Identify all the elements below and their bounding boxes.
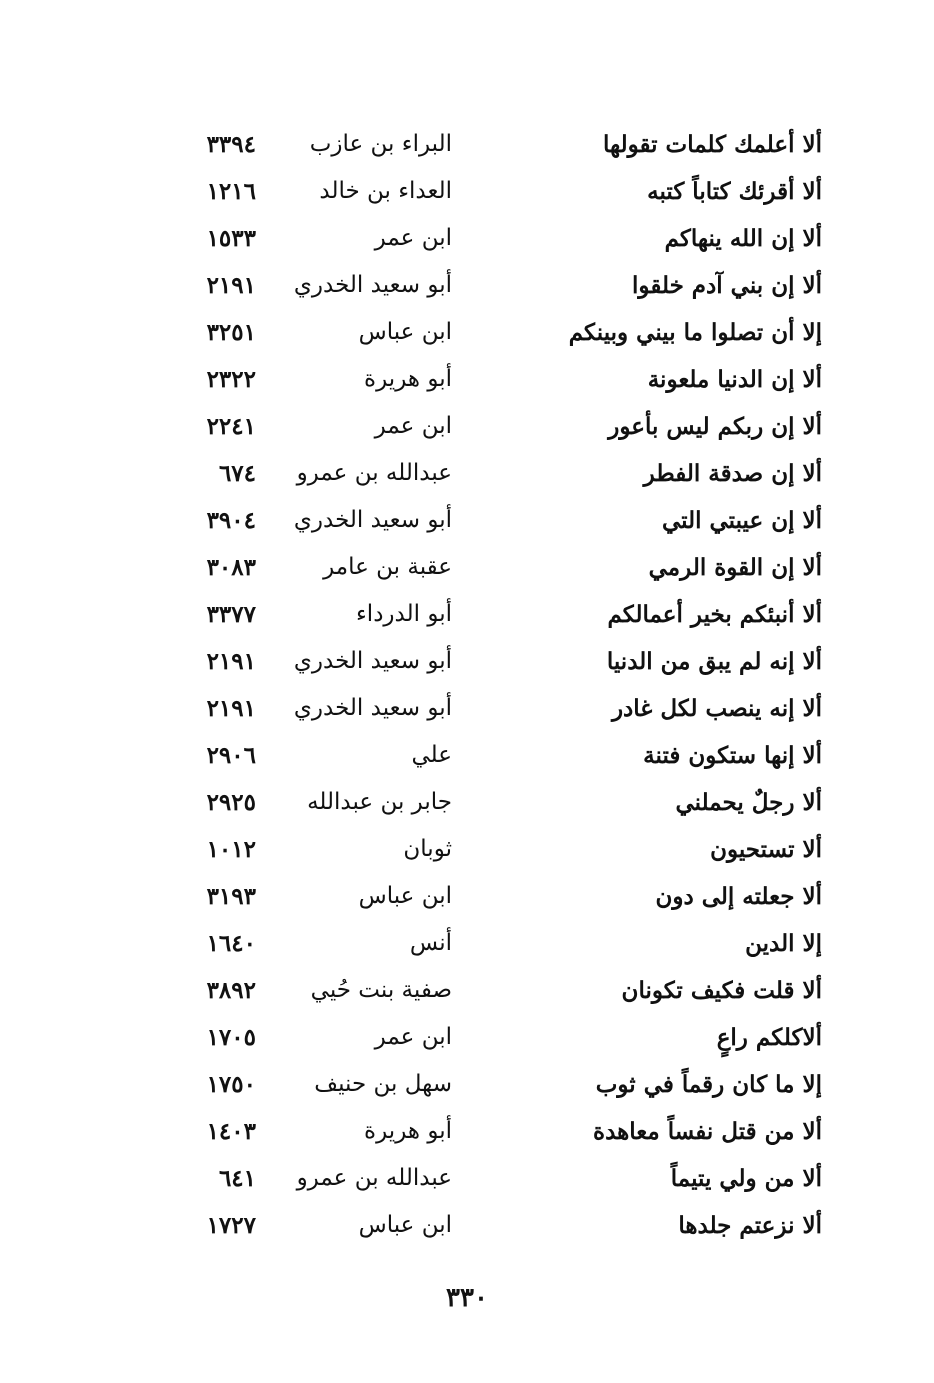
narrator-name: العداء بن خالد <box>319 178 452 204</box>
hadith-number: ١٠١٢ <box>206 836 256 863</box>
hadith-number: ١٤٠٣ <box>206 1118 256 1145</box>
index-row <box>190 356 830 403</box>
narrator-name: جابر بن عبدالله <box>307 789 452 815</box>
hadith-text: ألا رجلٌ يحملني <box>675 789 822 816</box>
narrator-name: عقبة بن عامر <box>323 554 452 580</box>
index-row <box>190 967 830 1014</box>
hadith-text: ألا إن عيبتي التي <box>661 507 822 534</box>
hadith-text: ألا إن ربكم ليس بأعور <box>608 413 822 440</box>
hadith-number: ٢٩٠٦ <box>206 742 256 769</box>
narrator-name: ابن عمر <box>374 413 452 439</box>
narrator-name: سهل بن حنيف <box>314 1071 452 1097</box>
narrator-name: أبو سعيد الخدري <box>293 648 452 674</box>
hadith-text: إلا الدين <box>745 930 822 957</box>
hadith-number: ٣١٩٣ <box>206 883 256 910</box>
hadith-text: ألا إن الله ينهاكم <box>664 225 822 252</box>
hadith-text: ألا جعلته إلى دون <box>655 883 822 910</box>
index-row <box>190 121 830 168</box>
hadith-number: ١٦٤٠ <box>206 930 256 957</box>
hadith-text: ألا أعلمك كلمات تقولها <box>603 131 822 158</box>
index-row <box>190 497 830 544</box>
hadith-number: ١٧٠٥ <box>206 1024 256 1051</box>
narrator-name: عبدالله بن عمرو <box>296 460 452 486</box>
hadith-text: ألا من قتل نفساً معاهدة <box>593 1118 822 1145</box>
hadith-number: ٣٣٧٧ <box>206 601 256 628</box>
index-row <box>190 1202 830 1249</box>
index-row <box>190 873 830 920</box>
index-row <box>190 591 830 638</box>
hadith-text: ألا إن بني آدم خلقوا <box>632 272 822 299</box>
narrator-name: ابن عباس <box>358 319 452 345</box>
narrator-name: أبو سعيد الخدري <box>293 507 452 533</box>
hadith-text: ألا تستحيون <box>710 836 822 863</box>
index-row <box>190 1108 830 1155</box>
hadith-number: ٢٩٢٥ <box>206 789 256 816</box>
narrator-name: أبو الدرداء <box>355 601 452 627</box>
index-row <box>190 168 830 215</box>
hadith-number: ٢١٩١ <box>206 648 256 675</box>
hadith-number: ٦٧٤ <box>218 460 256 487</box>
index-row <box>190 544 830 591</box>
index-row <box>190 638 830 685</box>
index-row <box>190 403 830 450</box>
narrator-name: أبو سعيد الخدري <box>293 695 452 721</box>
index-row <box>190 450 830 497</box>
hadith-text: ألا إن صدقة الفطر <box>643 460 822 487</box>
hadith-text: ألا إن الدنيا ملعونة <box>647 366 822 393</box>
hadith-text: إلا أن تصلوا ما بيني وبينكم <box>568 319 822 346</box>
index-row <box>190 920 830 967</box>
hadith-number: ٣٩٠٤ <box>206 507 256 534</box>
narrator-name: ثوبان <box>403 836 452 862</box>
narrator-name: ابن عباس <box>358 883 452 909</box>
narrator-name: عبدالله بن عمرو <box>296 1165 452 1191</box>
hadith-text: ألا إنها ستكون فتنة <box>643 742 822 769</box>
narrator-name: ابن عباس <box>358 1212 452 1238</box>
index-row <box>190 685 830 732</box>
narrator-name: ابن عمر <box>374 225 452 251</box>
hadith-number: ٢٢٤١ <box>206 413 256 440</box>
index-row <box>190 1155 830 1202</box>
hadith-number: ٦٤١ <box>218 1165 256 1192</box>
narrator-name: أبو هريرة <box>364 1118 452 1144</box>
hadith-text: ألا إنه لم يبق من الدنيا <box>606 648 822 675</box>
hadith-number: ١٧٥٠ <box>206 1071 256 1098</box>
narrator-name: أبو سعيد الخدري <box>293 272 452 298</box>
hadith-number: ٢٣٢٢ <box>206 366 256 393</box>
hadith-text: إلا ما كان رقماً في ثوب <box>595 1071 822 1098</box>
narrator-name: أنس <box>409 930 452 956</box>
index-row <box>190 732 830 779</box>
index-row <box>190 826 830 873</box>
hadith-text: ألا من ولي يتيماً <box>670 1165 822 1192</box>
index-row <box>190 215 830 262</box>
hadith-text: ألا أقرئك كتاباً كتبه <box>647 178 822 205</box>
narrator-name: أبو هريرة <box>364 366 452 392</box>
hadith-text: ألا أنبئكم بخير أعمالكم <box>607 601 822 628</box>
index-row <box>190 309 830 356</box>
hadith-number: ١٧٢٧ <box>206 1212 256 1239</box>
hadith-number: ٣٠٨٣ <box>206 554 256 581</box>
narrator-name: ابن عمر <box>374 1024 452 1050</box>
narrator-name: علي <box>411 742 452 768</box>
narrator-name: البراء بن عازب <box>309 131 452 157</box>
index-row <box>190 779 830 826</box>
hadith-text: ألا قلت فكيف تكونان <box>621 977 822 1004</box>
hadith-number: ١٢١٦ <box>206 178 256 205</box>
hadith-text: ألا إن القوة الرمي <box>648 554 822 581</box>
hadith-number: ١٥٣٣ <box>206 225 256 252</box>
hadith-number: ٢١٩١ <box>206 695 256 722</box>
index-row <box>190 1014 830 1061</box>
page-number: ٣٣٠ <box>446 1283 488 1313</box>
index-row <box>190 1061 830 1108</box>
hadith-text: ألاكلكم راعٍ <box>716 1024 822 1051</box>
hadith-number: ٣٣٩٤ <box>206 131 256 158</box>
hadith-number: ٢١٩١ <box>206 272 256 299</box>
hadith-index-table <box>190 121 830 1249</box>
hadith-text: ألا إنه ينصب لكل غادر <box>611 695 822 722</box>
index-row <box>190 262 830 309</box>
narrator-name: صفية بنت حُيي <box>310 977 452 1003</box>
hadith-number: ٣٢٥١ <box>206 319 256 346</box>
hadith-text: ألا نزعتم جلدها <box>678 1212 822 1239</box>
hadith-number: ٣٨٩٢ <box>206 977 256 1004</box>
